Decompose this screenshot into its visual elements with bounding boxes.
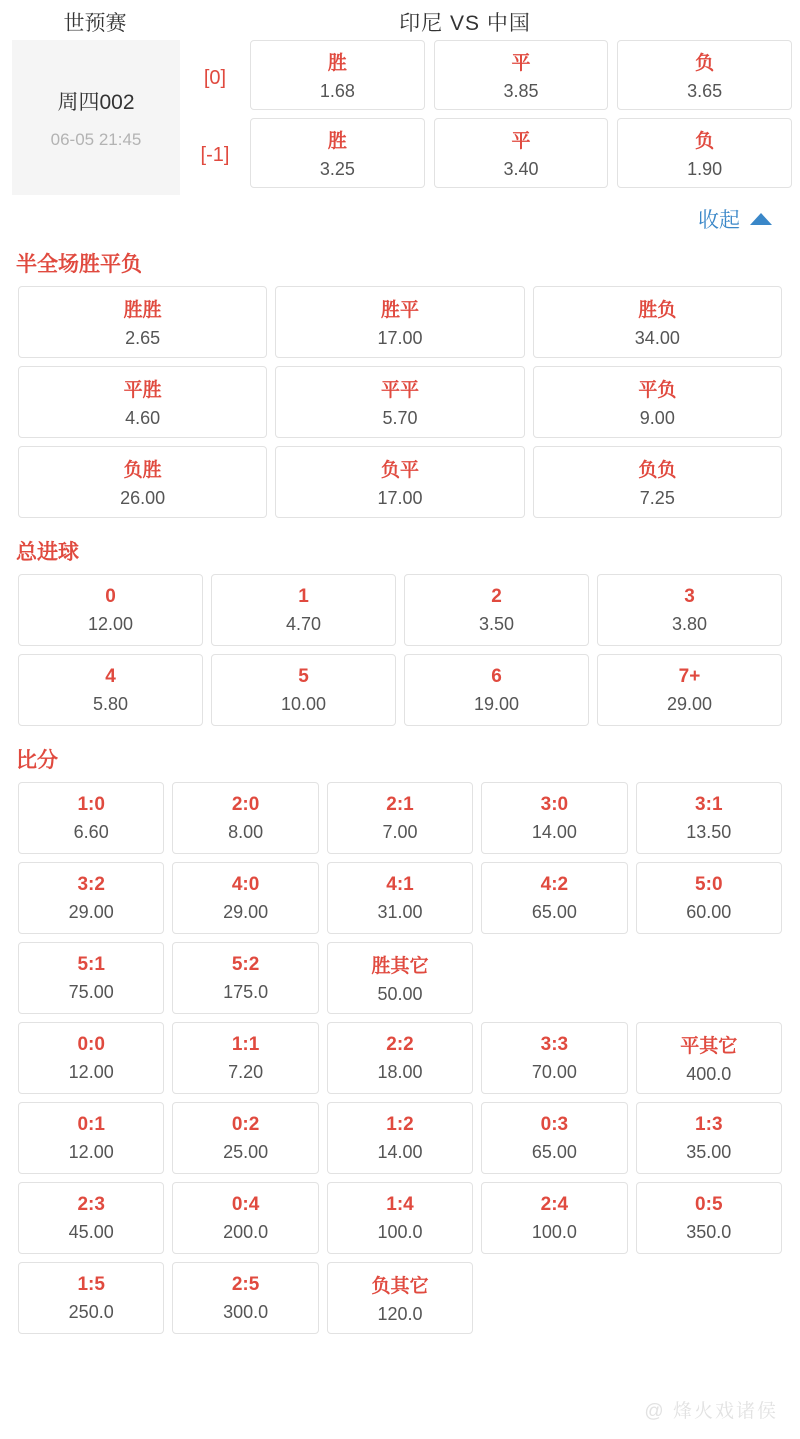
odds-cell[interactable] [211,574,396,646]
odds-label: 平其它 [680,1036,738,1057]
odds-cell[interactable] [172,862,318,934]
odds-value: 13.50 [686,821,732,842]
handicap-column [180,40,250,194]
odds-cell[interactable] [481,1022,627,1094]
odds-cell[interactable] [275,366,524,438]
odds-cell[interactable] [172,1022,318,1094]
section-gap [0,1336,800,1348]
odds-value: 34.00 [634,328,680,348]
odds-label: 5 [298,665,309,687]
odds-cell[interactable] [172,942,318,1014]
odds-cell[interactable] [250,40,425,110]
odds-cell[interactable] [18,942,164,1014]
odds-cell[interactable] [597,574,782,646]
odds-label: 胜 [327,131,347,152]
grid-spacer [481,942,627,1014]
odds-value: 35.00 [686,1141,732,1162]
odds-value: 45.00 [68,1221,114,1242]
odds-row [250,40,792,110]
odds-value: 3.25 [319,159,355,179]
grid-spacer [636,942,782,1014]
odds-label: 0:4 [231,1193,260,1215]
caret-up-icon [750,213,772,225]
odds-value: 18.00 [377,1061,423,1082]
odds-cell[interactable] [327,862,473,934]
odds-value: 1.68 [319,81,355,101]
section-grid-half-full [0,286,800,520]
collapse-label: 收起 [698,209,740,232]
odds-cell[interactable] [636,1182,782,1254]
market-sections [0,244,800,1348]
odds-value: 10.00 [280,693,327,714]
odds-value: 12.00 [68,1061,114,1082]
odds-label: 负其它 [371,1276,429,1297]
section-title-half-full: 半全场胜平负 [16,253,142,276]
odds-value: 6.60 [73,821,109,842]
odds-value: 120.0 [377,1304,423,1324]
odds-cell[interactable] [481,862,627,934]
odds-label: 5:2 [231,953,260,975]
odds-cell[interactable] [533,446,782,518]
odds-cell[interactable] [636,862,782,934]
odds-label: 2 [491,585,502,607]
odds-cell[interactable] [18,446,267,518]
main-odds-block [0,40,800,196]
odds-label: 负负 [638,460,677,481]
odds-cell[interactable] [18,782,164,854]
odds-cell[interactable] [172,1102,318,1174]
odds-value: 400.0 [686,1064,732,1084]
odds-cell[interactable] [327,1262,473,1334]
odds-value: 200.0 [223,1221,269,1242]
section-title-total-goals: 总进球 [16,541,79,564]
league-name: 世预赛 [63,12,127,35]
odds-label: 1:0 [77,793,105,815]
odds-cell[interactable] [275,286,524,358]
odds-cell[interactable] [275,446,524,518]
odds-value: 7.00 [382,821,418,842]
odds-label: 3:0 [540,793,569,815]
odds-cell[interactable] [327,782,473,854]
odds-cell[interactable] [404,574,589,646]
odds-cell[interactable] [617,118,792,188]
odds-label: 1:1 [231,1033,260,1055]
odds-cell[interactable] [533,286,782,358]
odds-value: 19.00 [473,693,520,714]
odds-value: 12.00 [68,1141,114,1162]
odds-cell[interactable] [636,782,782,854]
odds-label: 7+ [678,665,701,687]
odds-value: 3.40 [503,159,539,179]
section-gap [0,520,800,532]
odds-value: 1.90 [687,159,723,179]
odds-cell[interactable] [481,1182,627,1254]
odds-label: 2:3 [77,1193,105,1215]
match-number: 周四002 [57,90,135,114]
odds-value: 8.00 [228,821,264,842]
odds-label: 3 [684,585,695,607]
odds-label: 胜负 [638,300,677,321]
odds-value: 3.80 [671,613,708,634]
odds-label: 1:4 [386,1193,414,1215]
watermark: @ 烽火戏诸侯 [644,1401,778,1422]
odds-label: 2:0 [231,793,260,815]
match-info[interactable] [12,40,180,195]
odds-label: 平负 [638,380,677,401]
odds-value: 5.70 [382,408,418,428]
odds-cell[interactable] [211,654,396,726]
odds-cell[interactable] [18,1182,164,1254]
odds-label: 胜 [327,53,347,74]
odds-value: 250.0 [68,1301,114,1322]
odds-cell[interactable] [18,286,267,358]
odds-cell[interactable] [327,942,473,1014]
odds-value: 100.0 [377,1221,423,1242]
odds-value: 7.20 [228,1061,264,1082]
odds-value: 29.00 [223,901,269,922]
odds-value: 14.00 [377,1141,423,1162]
odds-cell[interactable] [327,1022,473,1094]
odds-label: 负胜 [123,460,162,481]
odds-label: 0:3 [540,1113,569,1135]
odds-cell[interactable] [18,1022,164,1094]
odds-value: 31.00 [377,901,423,922]
odds-value: 65.00 [531,901,577,922]
odds-value: 175.0 [223,981,269,1002]
odds-value: 2.65 [125,328,161,348]
odds-label: 4:1 [386,873,414,895]
odds-value: 65.00 [531,1141,577,1162]
odds-label: 0 [105,585,116,607]
odds-value: 29.00 [68,901,114,922]
odds-label: 6 [491,665,502,687]
section-gap [0,728,800,740]
odds-cell[interactable] [404,654,589,726]
odds-value: 300.0 [223,1301,269,1322]
odds-value: 3.85 [503,81,539,101]
odds-label: 平 [511,131,531,152]
odds-label: 1:3 [695,1113,723,1135]
odds-value: 100.0 [531,1221,577,1242]
odds-value: 5.80 [92,693,129,714]
odds-label: 2:1 [386,793,414,815]
odds-value: 25.00 [223,1141,269,1162]
odds-cell[interactable] [481,1102,627,1174]
odds-value: 17.00 [377,488,423,508]
odds-value: 17.00 [377,328,423,348]
matchup-title: 印尼 VS 中国 [399,12,531,35]
handicap-label-0: [0] [203,67,227,89]
section-grid-correct-score [0,782,800,1336]
odds-value: 3.65 [687,81,723,101]
odds-label: 5:0 [695,873,723,895]
odds-value: 26.00 [120,488,166,508]
odds-cell[interactable] [617,40,792,110]
odds-label: 3:1 [695,793,723,815]
odds-label: 胜其它 [371,956,429,977]
odds-label: 胜胜 [123,300,162,321]
odds-label: 1:5 [77,1273,105,1295]
odds-label: 1:2 [386,1113,414,1135]
odds-cell[interactable] [250,118,425,188]
odds-value: 3.50 [478,613,515,634]
odds-cell[interactable] [172,1262,318,1334]
odds-cell[interactable] [481,782,627,854]
odds-cell[interactable] [18,366,267,438]
odds-value: 29.00 [666,693,713,714]
odds-label: 负 [695,53,715,74]
odds-cell[interactable] [636,1102,782,1174]
odds-cell[interactable] [18,574,203,646]
odds-label: 平胜 [123,380,162,401]
odds-value: 60.00 [686,901,732,922]
odds-cell[interactable] [18,1262,164,1334]
odds-label: 0:1 [77,1113,105,1135]
section-title-correct-score: 比分 [16,749,58,772]
odds-value: 14.00 [531,821,577,842]
odds-value: 50.00 [377,984,423,1004]
odds-label: 负平 [380,460,419,481]
odds-value: 9.00 [639,408,675,428]
odds-value: 70.00 [531,1061,577,1082]
odds-cell[interactable] [434,118,609,188]
odds-cell[interactable] [434,40,609,110]
odds-cell[interactable] [327,1182,473,1254]
collapse-toggle[interactable] [0,196,800,244]
odds-label: 5:1 [77,953,105,975]
odds-value: 4.70 [285,613,322,634]
odds-cell[interactable] [327,1102,473,1174]
odds-label: 0:0 [77,1033,105,1055]
odds-label: 3:3 [540,1033,569,1055]
odds-cell[interactable] [18,654,203,726]
main-odds-rows [250,40,792,196]
odds-cell[interactable] [597,654,782,726]
odds-cell[interactable] [636,1022,782,1094]
odds-label: 胜平 [380,300,419,321]
handicap-label-1: [-1] [200,144,230,166]
odds-label: 4:2 [540,873,569,895]
odds-row [250,118,792,188]
odds-cell[interactable] [18,1102,164,1174]
odds-cell[interactable] [172,1182,318,1254]
odds-label: 3:2 [77,873,105,895]
match-time: 06-05 21:45 [50,129,142,149]
page-header [0,0,800,40]
odds-label: 0:2 [231,1113,260,1135]
grid-spacer [481,1262,627,1334]
odds-cell[interactable] [533,366,782,438]
section-grid-total-goals [0,574,800,728]
odds-cell[interactable] [172,782,318,854]
odds-value: 7.25 [639,488,675,508]
grid-spacer [636,1262,782,1334]
odds-label: 1 [298,585,309,607]
odds-value: 12.00 [87,613,134,634]
odds-label: 2:5 [231,1273,260,1295]
odds-cell[interactable] [18,862,164,934]
odds-label: 平 [511,53,531,74]
odds-label: 负 [695,131,715,152]
odds-label: 2:2 [386,1033,414,1055]
odds-value: 4.60 [125,408,161,428]
odds-value: 350.0 [686,1221,732,1242]
odds-label: 4:0 [231,873,260,895]
odds-label: 2:4 [540,1193,569,1215]
odds-label: 0:5 [695,1193,723,1215]
odds-label: 4 [105,665,116,687]
odds-label: 平平 [380,380,419,401]
odds-value: 75.00 [68,981,114,1002]
